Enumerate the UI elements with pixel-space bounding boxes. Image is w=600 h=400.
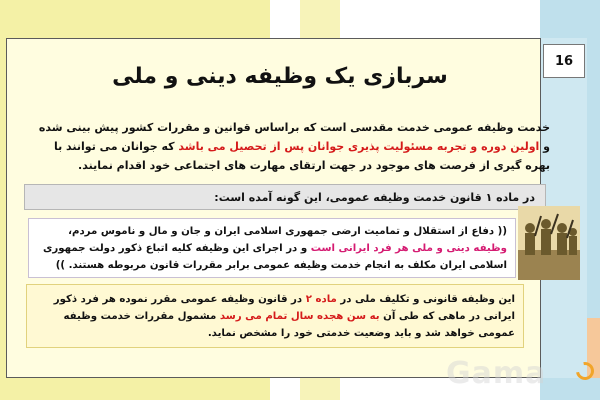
quote-box xyxy=(28,218,516,278)
final-highlight-1: ماده ۲ xyxy=(305,294,337,305)
final-text-1: این وظیفه قانونی و تکلیف ملی در xyxy=(336,294,515,305)
slide-title: سربازی یک وظیفه دینی و ملی xyxy=(112,64,448,89)
soldiers-image xyxy=(518,206,580,280)
quote-highlight-2: هر فرد ایرانی است xyxy=(310,243,409,254)
logo-text: Gama xyxy=(446,356,547,391)
law-article-strip: در ماده ۱ قانون خدمت وظیفه عمومی، این گونه آمده است: xyxy=(24,184,546,210)
intro-text-1: خدمت وظیفه عمومی خدمت مقدسی است که براساس قوانین و مقررات کشور پیش بینی شده و xyxy=(38,121,550,153)
intro-paragraph xyxy=(30,118,550,175)
gama-logo xyxy=(446,356,582,392)
quote-text-2: و در اجرای این وظیفه کلیه اتباع ذکور دولت جمهوری اسلامی ایران مکلف به انجام خدمت وظیفه عمومی برابر مقررات قانون مربوطه هستند. )) xyxy=(43,243,507,271)
page-number: 16 xyxy=(543,44,585,78)
quote-text-1: (( دفاع از استقلال و تمامیت ارضی جمهوری اسلامی ایران و جان و مال و ناموس مردم، xyxy=(68,226,507,237)
age-rule-box xyxy=(26,284,524,348)
intro-highlight-2: و تجربه مسئولیت پذیری جوانان پس از تحصیل می باشد xyxy=(178,140,478,153)
quote-highlight-1: وظیفه دینی و ملی xyxy=(412,243,507,254)
final-highlight-2: به سن هجده سال تمام می رسد xyxy=(219,311,380,322)
final-text-2: در قانون وظیفه عمومی مقرر نموده هر فرد ذکور ایرانی در ماهی که طی آن xyxy=(53,294,515,322)
intro-text-2: که جوانان می توانند با بهره گیری از فرصت های موجود در جهت ارتقای مهارت های اجتماعی خود اقدام نمایند. xyxy=(53,140,550,172)
intro-highlight-1: اولین دوره xyxy=(481,140,540,153)
final-text-3: مشمول مقررات خدمت وظیفه عمومی خواهد شد و باید وضعیت خدمتی خود را مشخص نماید. xyxy=(63,311,515,339)
